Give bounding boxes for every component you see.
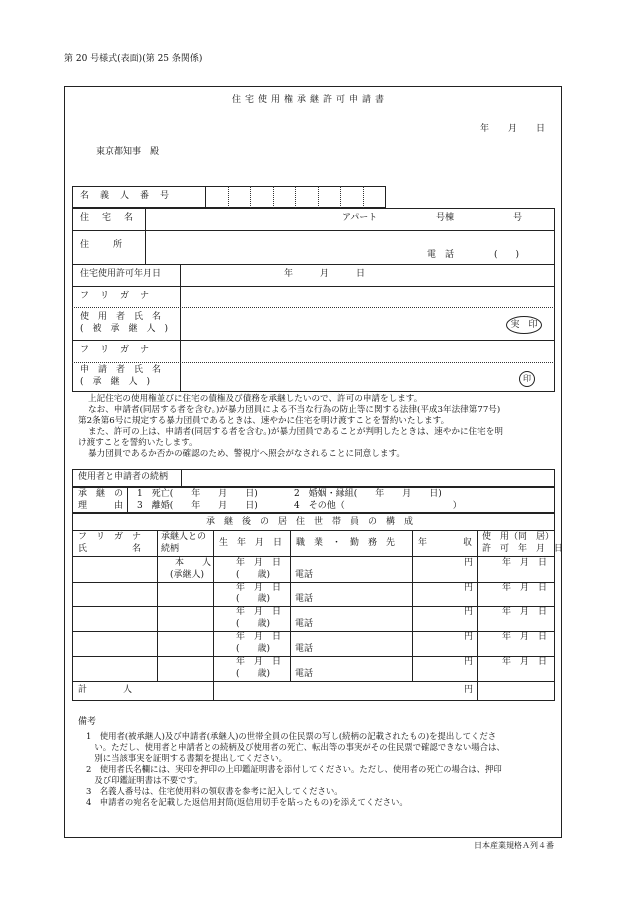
hh-row3-birth-1: 年 月 日 bbox=[236, 607, 282, 617]
in-stamp: 印 bbox=[519, 371, 535, 387]
hh-row1-birth-2: ( 歳) bbox=[236, 570, 271, 580]
hh-row5-birth-1: 年 月 日 bbox=[236, 657, 282, 667]
shiyousha-name-field[interactable] bbox=[183, 310, 493, 338]
hh-row5-ymd: 年 月 日 bbox=[502, 657, 548, 667]
hh-row1-rel-2: (承継人) bbox=[170, 570, 205, 580]
apart-label: アパート bbox=[342, 213, 378, 223]
hdr-income: 年 収 bbox=[418, 538, 473, 548]
hh-row1-ymd: 年 月 日 bbox=[502, 558, 548, 568]
hh-row1-yen: 円 bbox=[464, 558, 474, 568]
shinseisha-furigana-field[interactable] bbox=[183, 342, 551, 359]
reason-option-4[interactable]: 4 その他（ ） bbox=[294, 501, 462, 511]
hh-row3-birth-2: ( 歳) bbox=[236, 619, 271, 629]
statement-line: 上記住宅の使用権並びに住宅の債権及び債務を承継したいので、許可の申請をします。 bbox=[88, 394, 423, 404]
hh-row1-rel-1: 本 人 bbox=[175, 558, 212, 568]
reason-option-2[interactable]: 2 婚姻・縁組( 年 月 日) bbox=[294, 489, 442, 499]
notes bbox=[86, 731, 556, 808]
date-day: 日 bbox=[536, 124, 546, 134]
note-line: 及び印鑑証明書は不要です。 bbox=[86, 775, 203, 785]
furigana-label-1: フ リ ガ ナ bbox=[80, 291, 151, 301]
hdr-furigana: フ リ ガ ナ bbox=[78, 532, 142, 542]
reason-option-1[interactable]: 1 死亡( 年 月 日) bbox=[137, 489, 258, 499]
hdr-birth: 生 年 月 日 bbox=[219, 538, 283, 548]
statement-line: また、許可の上は、申請者(同居する者を含む。)が暴力団員であることが判明したときは、速やかに住宅を明 bbox=[88, 427, 503, 437]
hh-row1-birth-1: 年 月 日 bbox=[236, 558, 282, 568]
hh-row4-yen: 円 bbox=[464, 632, 474, 642]
reason-option-3[interactable]: 3 離婚( 年 月 日) bbox=[137, 501, 258, 511]
note-line: い。ただし、使用者と申請者との続柄及び使用者の死亡、転出等の事実がその住民票で確認できない場合は、 bbox=[86, 742, 505, 752]
meigi-number-field[interactable] bbox=[206, 187, 385, 207]
jutaku-mei-label: 住 宅 名 bbox=[80, 213, 136, 223]
total-label: 計 人 bbox=[78, 685, 133, 695]
reason-label-2: 理 由 bbox=[78, 501, 124, 511]
hh-row5-yen: 円 bbox=[464, 657, 474, 667]
form-id: 第 20 号様式(表面)(第 25 条関係) bbox=[64, 54, 203, 64]
hh-row2-birth-2: ( 歳) bbox=[236, 594, 271, 604]
relation-label: 使用者と申請者の続柄 bbox=[78, 472, 169, 482]
hh-row2-birth-1: 年 月 日 bbox=[236, 583, 282, 593]
note-line: 2 使用者氏名欄には、実印を押印の上印鑑証明書を添付してください。ただし、使用者の死亡の場合は、押印 bbox=[86, 764, 502, 774]
relation-field[interactable] bbox=[184, 471, 552, 485]
shinseisha-name-field[interactable] bbox=[183, 365, 493, 390]
shinseisha-label-2: ( 承 継 人 ) bbox=[80, 377, 151, 387]
meigi-label: 名 義 人 番 号 bbox=[80, 191, 171, 201]
jutaku-mei-field[interactable] bbox=[148, 211, 338, 228]
statement bbox=[78, 394, 552, 460]
shiyousha-label-2: ( 被 承 継 人 ) bbox=[80, 324, 169, 334]
household-title: 承 継 後 の 居 住 世 帯 員 の 構 成 bbox=[206, 517, 414, 527]
hh-row4-job: 電話 bbox=[295, 644, 314, 654]
note-line: 1 使用者(被承継人)及び申請者(承継人)の世帯全員の住民票の写し(続柄の記載されたもの)を提出してくださ bbox=[86, 731, 497, 741]
hdr-use-2: 許 可 年 月 日 bbox=[482, 544, 564, 554]
statement-line: 第2条第6号に規定する暴力団員であるときは、速やかに住宅を明け渡すことを誓約いたします。 bbox=[78, 416, 450, 426]
hh-row5-birth-2: ( 歳) bbox=[236, 669, 271, 679]
hh-row3-yen: 円 bbox=[464, 607, 474, 617]
denwa-label: 電 話 bbox=[427, 250, 455, 260]
total-yen: 円 bbox=[464, 685, 474, 695]
hh-row2-ymd: 年 月 日 bbox=[502, 583, 548, 593]
note-line: 別に当該事実を証明する書類を提出してください。 bbox=[86, 753, 287, 763]
note-line: 4 申請者の宛名を記載した返信用封筒(返信用切手を貼ったもの)を添えてください。 bbox=[86, 797, 408, 807]
shiyousha-furigana-field[interactable] bbox=[183, 288, 551, 305]
statement-line: け渡すことを誓約いたします。 bbox=[78, 438, 198, 448]
date-year: 年 bbox=[480, 124, 490, 134]
note-line: 3 名義人番号は、住宅使用料の領収書を参考に記入してください。 bbox=[86, 786, 343, 796]
furigana-label-2: フ リ ガ ナ bbox=[80, 345, 151, 355]
shinseisha-label-1: 申 請 者 氏 名 bbox=[80, 365, 162, 375]
jusho-label: 住 所 bbox=[80, 240, 125, 250]
hh-row1-job: 電話 bbox=[295, 570, 314, 580]
notes-title: 備考 bbox=[78, 717, 97, 727]
hh-row4-birth-1: 年 月 日 bbox=[236, 632, 282, 642]
jitsuin-stamp: 実 印 bbox=[506, 316, 542, 334]
reason-label-1: 承 継 の bbox=[78, 489, 124, 499]
hdr-job: 職 業 ・ 勤 務 先 bbox=[296, 538, 396, 548]
hh-row4-ymd: 年 月 日 bbox=[502, 632, 548, 642]
kyoka-month: 月 bbox=[320, 269, 330, 279]
hh-row2-yen: 円 bbox=[464, 583, 474, 593]
denwa-paren: ( ) bbox=[494, 250, 520, 260]
hdr-shimei: 氏 名 bbox=[78, 544, 142, 554]
hdr-use-1: 使 用（同 居） bbox=[482, 532, 555, 542]
go-label: 号 bbox=[513, 213, 523, 223]
addressee: 東京都知事 殿 bbox=[96, 147, 160, 157]
hh-row3-job: 電話 bbox=[295, 619, 314, 629]
hh-row3-ymd: 年 月 日 bbox=[502, 607, 548, 617]
hh-row4-birth-2: ( 歳) bbox=[236, 644, 271, 654]
kyoka-day: 日 bbox=[356, 269, 366, 279]
goto-label: 号棟 bbox=[436, 213, 455, 223]
hdr-zokugara-2: 続柄 bbox=[161, 544, 180, 554]
footer: 日本産業規格Ａ列４番 bbox=[474, 841, 554, 850]
statement-line: 暴力団員であるか否かの確認のため、警視庁へ照会がなされることに同意します。 bbox=[88, 449, 405, 459]
kyoka-year: 年 bbox=[284, 269, 294, 279]
jusho-field[interactable] bbox=[148, 233, 418, 262]
shiyousha-label-1: 使 用 者 氏 名 bbox=[80, 312, 162, 322]
hdr-zokugara-1: 承継人との bbox=[161, 532, 207, 542]
hh-row5-job: 電話 bbox=[295, 669, 314, 679]
statement-line: なお、申請者(同居する者を含む。)が暴力団員による不当な行為の防止等に関する法律(平成3年法律第77号) bbox=[88, 405, 501, 415]
hh-row2-job: 電話 bbox=[295, 594, 314, 604]
form-title: 住宅使用権承継許可申請書 bbox=[232, 95, 389, 105]
date-month: 月 bbox=[508, 124, 518, 134]
kyoka-date-label: 住宅使用許可年月日 bbox=[80, 269, 162, 279]
